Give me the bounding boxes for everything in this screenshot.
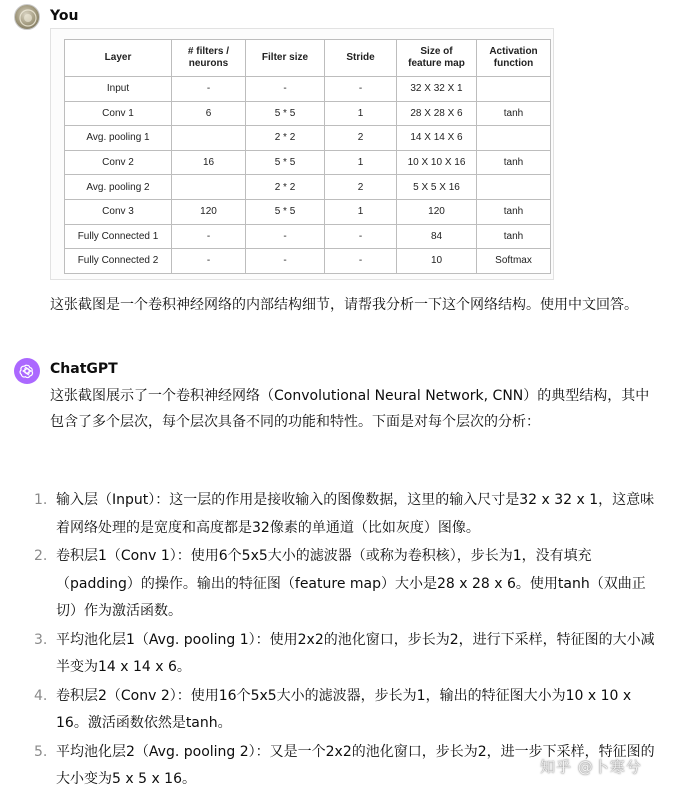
list-item-text: 卷积层2（Conv 2）：使用16个5x5大小的滤波器，步长为1，输出的特征图大小为10 x 10 x 16。激活函数依然是tanh。: [56, 687, 632, 731]
watermark: 知乎 @卜寒兮: [540, 758, 642, 776]
assistant-name: ChatGPT: [50, 361, 118, 377]
table-cell: 32 X 32 X 1: [397, 77, 477, 102]
openai-logo-icon: [19, 363, 35, 379]
header-filter-size: Filter size: [246, 40, 325, 77]
table-row: [65, 150, 551, 175]
table-cell: Fully Connected 2: [65, 249, 172, 274]
user-name: You: [50, 8, 79, 24]
table-cell: 5 * 5: [246, 150, 325, 175]
table-cell: -: [172, 224, 246, 249]
list-item-number: 2.: [34, 548, 48, 564]
list-item-number: 3.: [34, 631, 48, 648]
list-item-text: 输入层（Input）：这一层的作用是接收输入的图像数据，这里的输入尺寸是32 x 32 x 1，这意味着网络处理的是宽度和高度都是32像素的单通道（比如灰度）图像。: [56, 492, 655, 536]
header-filters: # filters / neurons: [172, 40, 246, 77]
table-cell: Conv 3: [65, 199, 172, 224]
table-cell: -: [246, 77, 325, 102]
user-avatar: [14, 4, 40, 30]
analysis-list: [34, 487, 664, 795]
table-cell: -: [246, 249, 325, 274]
table-cell: 2: [325, 175, 397, 200]
list-item: [34, 543, 664, 626]
assistant-intro-text: 这张截图展示了一个卷积神经网络（Convolutional Neural Network, CNN）的典型结构，其中包含了多个层次，每个层次具备不同的功能和特性。下面是对每个层次的分析：: [50, 388, 650, 430]
list-item: [34, 627, 664, 682]
table-row: [65, 126, 551, 151]
table-cell: 6: [172, 101, 246, 126]
table-cell: 5 X 5 X 16: [397, 175, 477, 200]
table-row: [65, 101, 551, 126]
header-activation: Activation function: [477, 40, 551, 77]
table-cell: Softmax: [477, 249, 551, 274]
table-cell: 120: [172, 199, 246, 224]
table-cell: 5 * 5: [246, 101, 325, 126]
table-header-row: [65, 40, 551, 77]
list-item-number: 1.: [34, 492, 48, 508]
table-cell: 2: [325, 126, 397, 151]
table-cell: 1: [325, 101, 397, 126]
list-item: [34, 487, 664, 542]
table-cell: [172, 175, 246, 200]
list-item-number: 5.: [34, 743, 48, 760]
table-cell: 5 * 5: [246, 199, 325, 224]
user-message-text: 这张截图是一个卷积神经网络的内部结构细节，请帮我分析一下这个网络结构。使用中文回答。: [50, 297, 638, 313]
table-cell: 84: [397, 224, 477, 249]
table-cell: -: [172, 77, 246, 102]
table-cell: -: [325, 77, 397, 102]
table-cell: tanh: [477, 199, 551, 224]
user-avatar-icon: [15, 5, 40, 30]
cnn-structure-table: [64, 39, 551, 274]
table-cell: [477, 77, 551, 102]
table-cell: [172, 126, 246, 151]
table-cell: Avg. pooling 2: [65, 175, 172, 200]
table-row: [65, 249, 551, 274]
table-cell: -: [325, 224, 397, 249]
table-cell: 10 X 10 X 16: [397, 150, 477, 175]
table-row: [65, 175, 551, 200]
list-item-text: 平均池化层2（Avg. pooling 2）：又是一个2x2的池化窗口，步长为2，进一步下采样，特征图的大小变为5 x 5 x 16。: [56, 743, 655, 787]
table-cell: 1: [325, 150, 397, 175]
table-cell: tanh: [477, 224, 551, 249]
table-row: [65, 224, 551, 249]
table-cell: 16: [172, 150, 246, 175]
table-cell: [477, 175, 551, 200]
list-item-number: 4.: [34, 687, 48, 704]
header-feature-map: Size of feature map: [397, 40, 477, 77]
table-cell: 2 * 2: [246, 175, 325, 200]
chatgpt-avatar: [14, 358, 40, 384]
table-cell: tanh: [477, 150, 551, 175]
header-layer: Layer: [65, 40, 172, 77]
table-row: [65, 77, 551, 102]
table-cell: Fully Connected 1: [65, 224, 172, 249]
header-stride: Stride: [325, 40, 397, 77]
table-cell: tanh: [477, 101, 551, 126]
table-cell: 1: [325, 199, 397, 224]
attached-image[interactable]: [50, 28, 554, 280]
table-cell: 10: [397, 249, 477, 274]
list-item: [34, 683, 664, 738]
list-item-text: 平均池化层1（Avg. pooling 1）：使用2x2的池化窗口，步长为2，进行下采样，特征图的大小减半变为14 x 14 x 6。: [56, 631, 655, 675]
table-cell: -: [325, 249, 397, 274]
table-row: [65, 199, 551, 224]
table-cell: -: [172, 249, 246, 274]
table-cell: 2 * 2: [246, 126, 325, 151]
table-cell: Conv 1: [65, 101, 172, 126]
table-cell: 120: [397, 199, 477, 224]
list-item-text: 卷积层1（Conv 1）：使用6个5x5大小的滤波器（或称为卷积核），步长为1，没有填充（padding）的操作。输出的特征图（feature map）大小是28 x 28 x 6。使用tanh（双曲正切）作为激活函数。: [56, 548, 646, 619]
table-cell: Input: [65, 77, 172, 102]
table-cell: Conv 2: [65, 150, 172, 175]
table-cell: [477, 126, 551, 151]
table-cell: 28 X 28 X 6: [397, 101, 477, 126]
table-cell: 14 X 14 X 6: [397, 126, 477, 151]
table-cell: -: [246, 224, 325, 249]
table-cell: Avg. pooling 1: [65, 126, 172, 151]
